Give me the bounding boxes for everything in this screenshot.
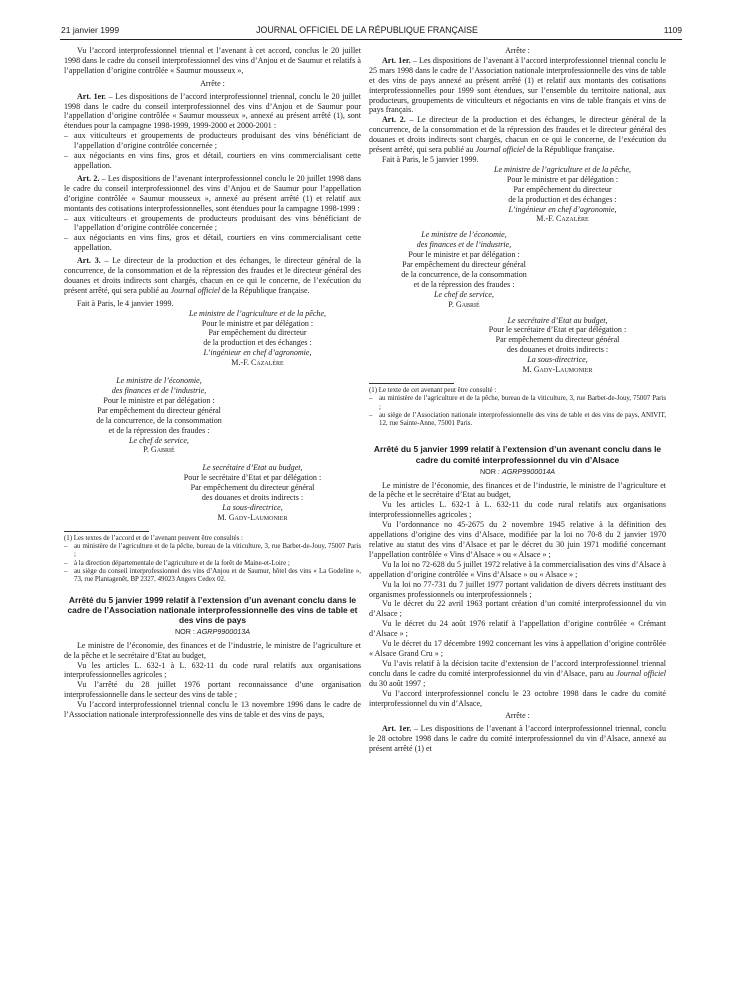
signatory-line: L’ingénieur en chef d’agronomie, bbox=[203, 348, 312, 358]
signatory-line: La sous-directrice, bbox=[527, 355, 588, 365]
visa-paragraph: Vu les articles L. 632-1 à L. 632-11 du code rural relatifs aux organisations interprofessionnelles agricoles ; bbox=[369, 500, 666, 520]
article-text: – Les dispositions de l’avenant à l’accord interprofessionnel triennal, conclu le 28 octobre 1998 dans le cadre du comité interprofessionnel du vin d’Alsace, annexé au présent arrêté (1) et bbox=[369, 724, 667, 754]
visa-paragraph: Vu le décret du 17 décembre 1992 concernant les vins à appellation d’origine contrôlée « Alsace Grand Cru » ; bbox=[369, 639, 666, 658]
signatory-name: M. Gady-Laumonier bbox=[217, 512, 288, 522]
signatory-line: Pour le ministre et par délégation : bbox=[103, 395, 215, 405]
nor-reference bbox=[64, 627, 361, 637]
signatory-line: des douanes et droits indirects : bbox=[506, 345, 609, 355]
journal-reference: Journal officiel bbox=[170, 285, 220, 295]
footnote-item: – au siège de l’Association nationale interprofessionnelle des vins de table et des vins de pays, ANIVIT, 12, rue Sainte-Anne, 75001 Paris. bbox=[369, 412, 666, 429]
signatory-line: Par empêchement du directeur bbox=[208, 328, 307, 338]
signatory-line: de la concurrence, de la consommation bbox=[401, 269, 527, 279]
article-label: Art. 2. bbox=[382, 115, 406, 125]
signatory-title: Le ministre de l’agriculture et de la pêche, bbox=[493, 164, 632, 174]
signature-block-budget bbox=[144, 463, 361, 522]
article-text: – Les dispositions de l’accord interprofessionnel triennal, conclu le 20 juillet 1998 dans le cadre du conseil interprofessionnel des vins d’Anjou et de Saumur pour l’appellation d’origine contrôlée « Saumur mousseux », annexé au présent arrêté (1), sont étendues pour la campagne 1998-1999, 1999-2000 et 2000-2001 : bbox=[64, 91, 361, 131]
visa-text: Vu l’avis relatif à la décision tacite d’extension de l’accord interprofessionnel triennal conclu dans le cadre du comité interprofessionnel du vin d’Alsace, paru au bbox=[369, 658, 666, 678]
signatory-line: Pour le secrétaire d’Etat et par délégation : bbox=[488, 325, 627, 335]
journal-title: JOURNAL OFFICIEL DE LA RÉPUBLIQUE FRANÇAISE bbox=[256, 25, 478, 35]
footnote-heading: (1) Le texte de cet avenant peut être consulté : bbox=[369, 387, 497, 394]
signature-block-agriculture bbox=[154, 309, 361, 368]
arrete-heading: Arrête : bbox=[505, 711, 530, 721]
list-item: – aux négociants en vins fins, gros et détail, courtiers en vins commercialisant cette appellation. bbox=[64, 233, 361, 253]
article-2 bbox=[369, 115, 666, 155]
article-2 bbox=[64, 174, 361, 214]
signature-block-budget bbox=[449, 316, 666, 375]
footnote-item: – au siège du conseil interprofessionnel des vins d’Anjou et de Saumur, hôtel des vins « La Godeline », 73, rue Plantagenêt, BP 2327, 49023 Angers Cedex 02. bbox=[64, 568, 361, 585]
visa-paragraph: Vu la loi no 77-731 du 7 juillet 1977 portant validation de divers décrets instituant des organismes professionnels ou interprofessionnels ; bbox=[369, 579, 666, 599]
signatory-title: Le ministre de l’économie, bbox=[421, 230, 507, 240]
signatory-line: Par empêchement du directeur général bbox=[402, 260, 526, 270]
signatory-name: M. Gady-Laumonier bbox=[522, 365, 593, 375]
signatory-line: Pour le ministre et par délégation : bbox=[201, 318, 314, 328]
signatory-line: La sous-directrice, bbox=[222, 502, 283, 512]
signatory-title: Le ministre de l’agriculture et de la pêche, bbox=[188, 308, 327, 318]
header-rule bbox=[60, 39, 682, 40]
signature-block-agriculture bbox=[459, 165, 666, 224]
footnote-rule bbox=[64, 531, 149, 532]
visa-paragraph: Vu le décret du 24 août 1976 relatif à l’appellation d’origine contrôlée « Crémant d’Alsace » ; bbox=[369, 619, 666, 639]
visa-paragraph: Vu l’accord interprofessionnel triennal conclu le 13 novembre 1996 dans le cadre de l’Association nationale interprofessionnelle des vins de table et des vins de pays, bbox=[64, 700, 361, 720]
footnote-item: – à la direction départementale de l’agriculture et de la forêt de Maine-et-Loire ; bbox=[64, 560, 361, 568]
list-item: – aux viticulteurs et groupements de producteurs produisant des vins bénéficiant de l’appellation d’origine contrôlée concernée ; bbox=[64, 214, 361, 234]
nor-reference bbox=[369, 467, 666, 477]
page-header bbox=[0, 0, 731, 40]
signatory-line: de la production et des échanges : bbox=[203, 338, 312, 348]
decree-title: Arrêté du 5 janvier 1999 relatif à l’extension d’un avenant conclu dans le cadre du comité interprofessionnel du vin d’Alsace bbox=[373, 444, 662, 465]
signatory-line: Par empêchement du directeur général bbox=[190, 483, 315, 493]
visa-paragraph: Vu l’ordonnance no 45-2675 du 2 novembre 1945 relative à la définition des appellations d’origine des vins d’Alsace, modifiée par la loi no 70-8 du 2 janvier 1970 relative au statut des vins d’Alsace et par le décret du 30 juin 1971 modifié concernant l’appellation contrôlée « Vins d’Alsace » ou « Alsace » ; bbox=[369, 520, 666, 559]
article-label: Art. 2. bbox=[77, 173, 100, 183]
signing-place-date: Fait à Paris, le 5 janvier 1999. bbox=[382, 154, 479, 164]
signatory-line: et de la répression des fraudes : bbox=[413, 279, 515, 289]
article-label: Art. 3. bbox=[77, 256, 101, 266]
issue-date: 21 janvier 1999 bbox=[61, 25, 120, 35]
visa-paragraph: Vu l’arrêté du 28 juillet 1976 portant reconnaissance d’une organisation interprofessionnelle dans le secteur des vins de table ; bbox=[64, 680, 361, 700]
signatory-line: de la concurrence, de la consommation bbox=[96, 415, 222, 425]
visa-paragraph: Vu l’accord interprofessionnel triennal et l’avenant à cet accord, conclus le 20 juillet 1998 dans le cadre du conseil interprofessionnel des vins d’Anjou et de Saumur et relatifs à l’appellation d’origine contrôlée « Saumur mousseux », bbox=[64, 46, 361, 75]
nor-code: AGRP9900013A bbox=[196, 626, 251, 636]
signatory-line: Pour le ministre et par délégation : bbox=[408, 250, 520, 260]
signatory-title: des finances et de l’industrie, bbox=[111, 386, 207, 395]
signatory-line: Le chef de service, bbox=[434, 289, 494, 299]
article-1 bbox=[369, 724, 666, 754]
arrete-heading: Arrête : bbox=[200, 78, 225, 88]
list-item: – aux négociants en vins fins, gros et détail, courtiers en vins commercialisant cette appellation. bbox=[64, 151, 361, 171]
footnote-heading: (1) Les textes de l’accord et de l’avenant peuvent être consultés : bbox=[64, 534, 243, 542]
article-3 bbox=[64, 256, 361, 296]
footnote-rule bbox=[369, 383, 454, 384]
signatory-title: des finances et de l’industrie, bbox=[416, 240, 512, 250]
nor-label: NOR : bbox=[479, 466, 502, 476]
page-number: 1109 bbox=[663, 25, 682, 35]
signatory-line: L’ingénieur en chef d’agronomie, bbox=[508, 204, 617, 214]
signing-place-date: Fait à Paris, le 4 janvier 1999. bbox=[77, 298, 174, 308]
footnotes bbox=[64, 528, 361, 585]
article-text: de la République française. bbox=[219, 285, 310, 295]
preamble-paragraph: Le ministre de l’économie, des finances et de l’industrie, le ministre de l’agriculture et de la pêche et le secrétaire d’Etat au budget, bbox=[369, 480, 666, 500]
article-text: – Le directeur de la production et des échanges, le directeur général de la concurrence, de la consommation et de la répression des fraudes et le directeur général des douanes et droits indirects sont chargés, chacun en ce qui le concerne, de l’exécution du présent arrêté, qui sera publié au bbox=[64, 256, 361, 295]
footnote-item: – au ministère de l’agriculture et de la pêche, bureau de la viticulture, 3, rue Barbet-de-Jouy, 75007 Paris ; bbox=[369, 395, 666, 412]
signatory-line: de la production et des échanges : bbox=[508, 194, 617, 204]
article-1 bbox=[64, 92, 361, 132]
article-text: – Les dispositions de l’avenant à l’accord interprofessionnel triennal conclu le 25 mars 1998 dans le cadre de l’Association nationale interprofessionnelle des vins de table et des vins de pays annexé au présent arrêté (1) et relatif aux montants des cotisations interprofessionnelles pour 1999 sont étendues, sur l’ensemble du territoire national, aux producteurs, groupements de viticulteurs et négociants en vins de table français et vins de pays français. bbox=[369, 55, 666, 115]
signatory-line: Pour le ministre et par délégation : bbox=[506, 174, 619, 184]
signatory-name: M.-F. Cazalère bbox=[231, 358, 284, 368]
article-text: – Les dispositions de l’avenant interprofessionnel conclu le 20 juillet 1998 dans le cadre du conseil interprofessionnel des vins d’Anjou et de Saumur pour l’appellation d’origine contrôlée « Saumur mousseux », annexé au présent arrêté (1) et relatif aux montants des cotisations interprofessionnelles, sont étendues pour la campagne 1998-1999 : bbox=[64, 173, 361, 213]
signatory-title: Le secrétaire d’Etat au budget, bbox=[507, 315, 608, 325]
signatory-title: Le secrétaire d’Etat au budget, bbox=[202, 463, 303, 473]
signatory-name: P. Gabrié bbox=[143, 445, 175, 455]
signatory-line: Par empêchement du directeur général bbox=[495, 335, 620, 345]
article-text: de la République française. bbox=[524, 145, 615, 155]
signatory-line: Par empêchement du directeur général bbox=[97, 405, 221, 415]
footnotes bbox=[369, 380, 666, 428]
visa-text: du 30 août 1997 ; bbox=[369, 678, 426, 688]
visa-paragraph bbox=[369, 659, 666, 689]
nor-label: NOR : bbox=[174, 626, 197, 636]
signatory-line: des douanes et droits indirects : bbox=[201, 493, 304, 503]
signature-block-economy bbox=[64, 376, 254, 455]
visa-paragraph: Vu l’accord interprofessionnel conclu le 23 octobre 1998 dans le cadre du comité interprofessionnel du vin d’Alsace, bbox=[369, 688, 666, 708]
article-1 bbox=[369, 56, 666, 115]
signatory-name: M.-F. Cazalère bbox=[536, 214, 589, 224]
footnote-item: – au ministère de l’agriculture et de la pêche, bureau de la viticulture, 3, rue Barbet-de-Jouy, 75007 Paris ; bbox=[64, 543, 361, 560]
article-label: Art. 1er. bbox=[77, 91, 107, 101]
signatory-line: Par empêchement du directeur bbox=[513, 184, 612, 194]
journal-reference: Journal officiel bbox=[475, 145, 525, 155]
visa-paragraph: Vu les articles L. 632-1 à L. 632-11 du code rural relatifs aux organisations interprofessionnelles agricoles ; bbox=[64, 660, 361, 680]
decree-title: Arrêté du 5 janvier 1999 relatif à l’extension d’un avenant conclu dans le cadre de l’Association nationale interprofessionnelle des vins de table et des vins de pays bbox=[67, 594, 358, 625]
article-label: Art. 1er. bbox=[382, 55, 411, 65]
arrete-heading: Arrête : bbox=[505, 46, 530, 55]
article-label: Art. 1er. bbox=[382, 724, 412, 734]
visa-paragraph: Vu la loi no 72-628 du 5 juillet 1972 relative à la commercialisation des vins d’Alsace à appellation d’origine contrôlée « Vins d’Alsace » ou « Alsace » ; bbox=[369, 559, 666, 579]
article-text: – Le directeur de la production et des échanges, le directeur général de la concurrence, de la consommation et de la répression des fraudes et le directeur général des douanes et droits indirects sont chargés, chacun en ce qui le concerne, de l’exécution du présent arrêté, qui sera publié au bbox=[369, 115, 666, 155]
signatory-title: Le ministre de l’économie, bbox=[116, 376, 202, 386]
signatory-line: et de la répression des fraudes : bbox=[108, 425, 210, 435]
right-column bbox=[369, 46, 666, 754]
nor-code: AGRP9900014A bbox=[501, 466, 556, 476]
left-column bbox=[64, 46, 361, 720]
visa-paragraph: Vu le décret du 22 avril 1963 portant création d’un comité interprofessionnel du vin d’Alsace ; bbox=[369, 599, 666, 619]
signature-block-economy bbox=[369, 230, 559, 309]
signatory-line: Pour le secrétaire d’Etat et par délégation : bbox=[183, 473, 322, 483]
journal-reference: Journal officiel bbox=[616, 668, 666, 678]
signatory-line: Le chef de service, bbox=[129, 435, 189, 445]
list-item: – aux viticulteurs et groupements de producteurs produisant des vins bénéficiant de l’appellation d’origine contrôlée concernée ; bbox=[64, 131, 361, 151]
preamble-paragraph: Le ministre de l’économie, des finances et de l’industrie, le ministre de l’agriculture et de la pêche et le secrétaire d’Etat au budget, bbox=[64, 640, 361, 660]
signatory-name: P. Gabrié bbox=[448, 299, 480, 309]
